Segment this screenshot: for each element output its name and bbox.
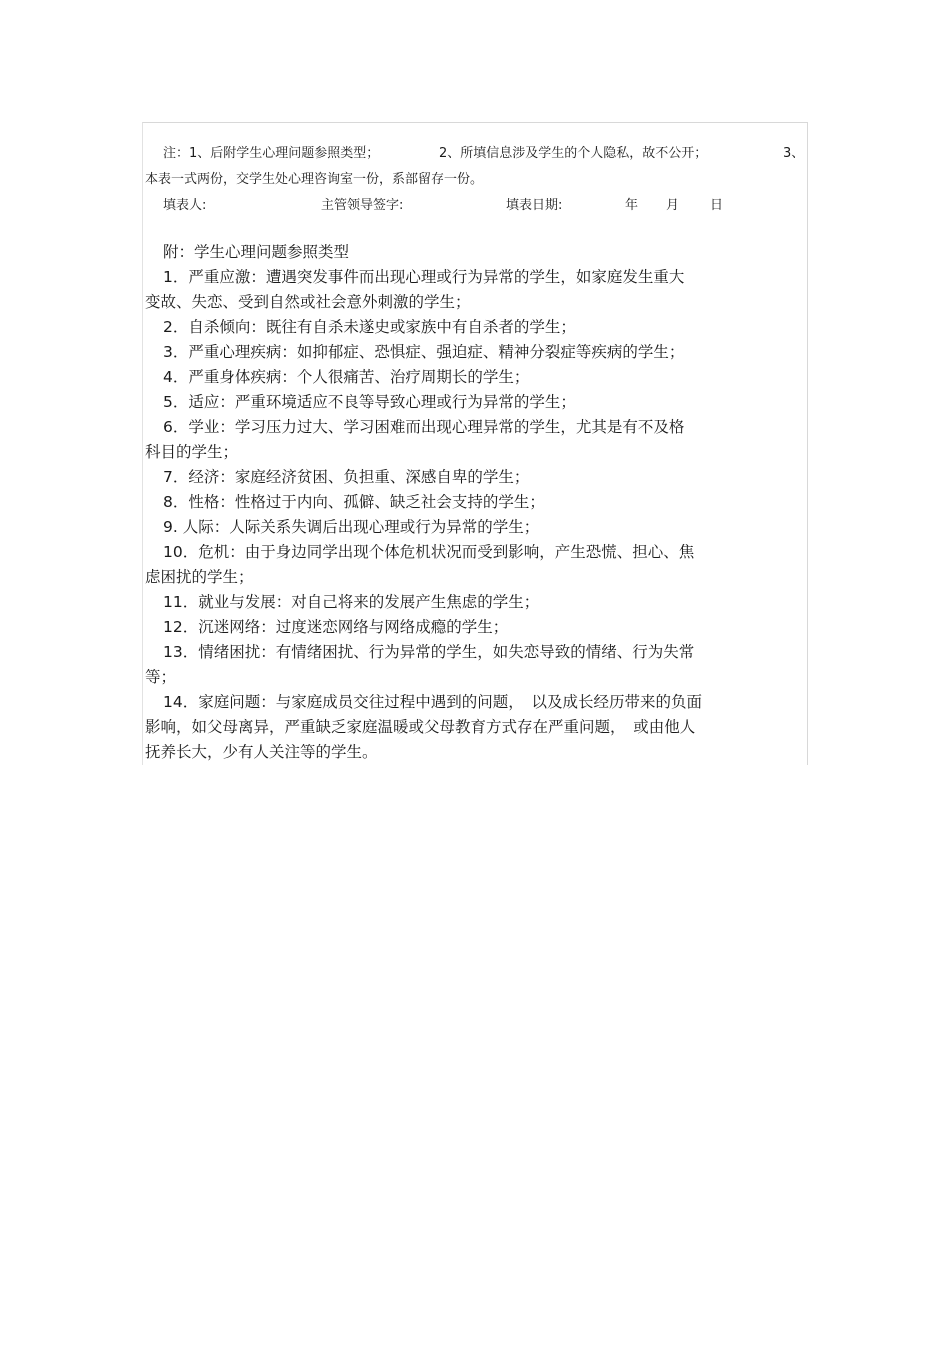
day-label: 日 [710,198,724,213]
appendix-item [145,515,805,540]
date-label: 填表日期: [506,198,563,213]
appendix-item [145,690,805,765]
appendix-item-line: 影响，如父母离异，严重缺乏家庭温暖或父母教育方式存在严重问题， 或由他人 [145,718,696,736]
appendix-item [145,365,805,390]
signature-row [145,193,805,219]
note-item-1: 注：1、后附学生心理问题参照类型； [163,146,380,161]
note-copies-text: 本表一式两份，交学生处心理咨询室一份，系部留存一份。 [145,172,484,187]
appendix-item-line: 9. 人际：人际关系失调后出现心理或行为异常的学生； [163,518,540,536]
appendix-item-line: 2．自杀倾向：既往有自杀未遂史或家族中有自杀者的学生； [163,318,576,336]
appendix-item [145,315,805,340]
month-label: 月 [666,198,680,213]
appendix-section [145,240,805,765]
year-label: 年 [625,198,639,213]
notes-section [145,141,805,219]
appendix-item [145,340,805,365]
appendix-item-line: 7．经济：家庭经济贫困、负担重、深感自卑的学生； [163,468,530,486]
appendix-item [145,540,805,590]
appendix-item-line: 8．性格：性格过于内向、孤僻、缺乏社会支持的学生； [163,493,545,511]
appendix-item-line: 5．适应：严重环境适应不良等导致心理或行为异常的学生； [163,393,576,411]
appendix-item [145,465,805,490]
note-item-2: 2、所填信息涉及学生的个人隐私，故不公开； [439,146,708,161]
appendix-item-line: 13．情绪困扰：有情绪困扰、行为异常的学生，如失恋导致的情绪、行为失常 [163,643,695,661]
appendix-item [145,390,805,415]
appendix-list [145,265,805,765]
appendix-item [145,490,805,515]
appendix-item [145,590,805,615]
appendix-item-line: 变故、失恋、受到自然或社会意外刺激的学生； [145,293,471,311]
appendix-item [145,415,805,465]
appendix-item-line: 虑困扰的学生； [145,568,254,586]
appendix-item-line: 科目的学生； [145,443,239,461]
appendix-item-line: 3．严重心理疾病：如抑郁症、恐惧症、强迫症、精神分裂症等疾病的学生； [163,343,685,361]
appendix-item-line: 14．家庭问题：与家庭成员交往过程中遇到的问题， 以及成长经历带来的负面 [163,693,702,711]
appendix-title: 附：学生心理问题参照类型 [163,243,350,261]
appendix-item-line: 抚养长大，少有人关注等的学生。 [145,743,378,761]
appendix-item-line: 4．严重身体疾病：个人很痛苦、治疗周期长的学生； [163,368,530,386]
appendix-item [145,265,805,315]
appendix-item-line: 1．严重应激：遭遇突发事件而出现心理或行为异常的学生，如家庭发生重大 [163,268,685,286]
appendix-item-line: 6．学业：学习压力过大、学习困难而出现心理异常的学生，尤其是有不及格 [163,418,685,436]
filler-label: 填表人: [163,198,207,213]
appendix-item-line: 10．危机：由于身边同学出现个体危机状况而受到影响，产生恐慌、担心、焦 [163,543,695,561]
note-line-2 [145,167,805,193]
leader-signature-label: 主管领导签字: [321,198,404,213]
appendix-item [145,615,805,640]
appendix-item-line: 11．就业与发展：对自己将来的发展产生焦虑的学生； [163,593,540,611]
note-item-3: 3、 [783,146,805,161]
appendix-item [145,640,805,690]
appendix-item-line: 等； [145,668,177,686]
note-line-1 [145,141,805,167]
appendix-item-line: 12．沉迷网络：过度迷恋网络与网络成瘾的学生； [163,618,509,636]
